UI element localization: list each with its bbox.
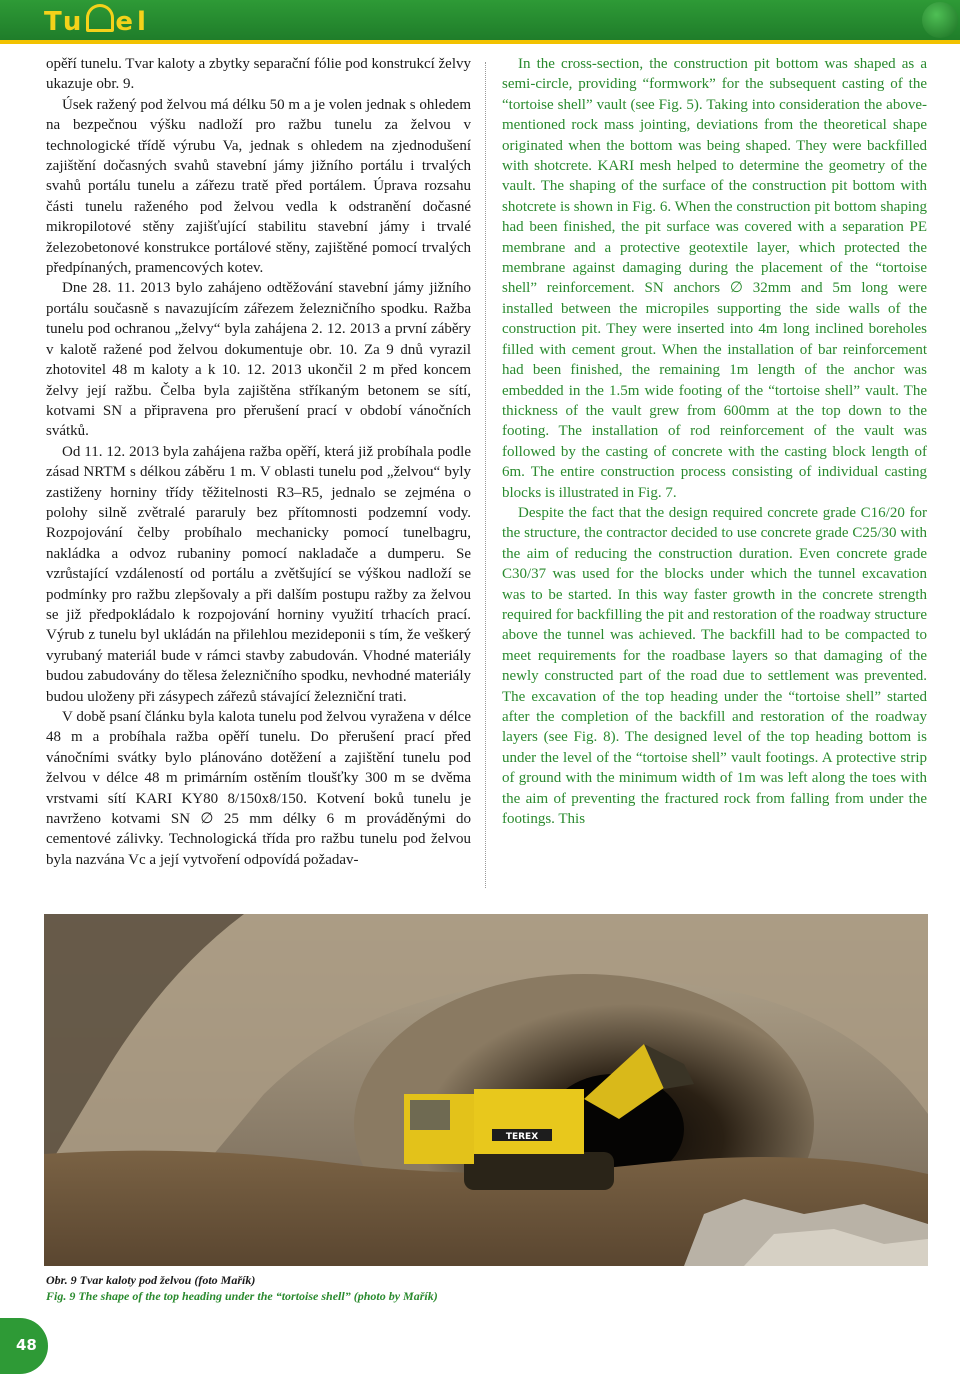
en-paragraph: Despite the fact that the design required concrete grade C16/20 for the structure, the contractor decided to use concrete grade C25/30 with the aim of reducing the construction duration. Even concrete grade C30/37 was used for the blocks under which the tunnel excavation was to be started. In this way faster growth in the concrete strength required for backfilling the pit and restoration of the roadway structure above the tunnel was achieved. The backfill had to be compacted to meet requirements for the roadbase layers so that damaging of the newly constructed part of the road due to settlement was prevented. The excavation of the top heading under the “tortoise shell” started after the completion of the backfill and restoration of the roadway layers (see Fig. 8). The designed level of the top heading bottom is under the level of the “tortoise shell” vault footings. A protective strip of ground with the minimum width of 1m was left along the toes with the aim of preventing the fractured rock from falling from under the footings. This — [502, 504, 927, 828]
cz-paragraph: Úsek ražený pod želvou má délku 50 m a je volen jednak s ohledem na bezpečnou výšku nadloží pro ražbu tunelu za želvou v technologické třídě výrubu Va, jednak s ohledem na zjednodušení zajištění dočasných svahů stavební jámy jižního portálu i trvalých svahů portálu tunelu a zářezu tratě před portálem. Úprava rozsahu části tunelu raženého pod želvou vedla k odstranění dočasné mikropilotové stěny zajišťující stabilitu stavební jámy i trvalé železobetonové konstrukce portálové stěny, zajištěné pomocí trvalých předpínaných, pramencových kotev. — [46, 96, 471, 277]
english-column — [502, 54, 927, 829]
caption-english: Fig. 9 The shape of the top heading under the “tortoise shell” (photo by Mařík) — [46, 1289, 438, 1303]
figure-caption — [46, 1272, 438, 1304]
page-number-tab — [0, 1318, 48, 1374]
cz-paragraph: Od 11. 12. 2013 byla zahájena ražba opěří, která již probíhala podle zásad NRTM s délkou záběru 1 m. V oblasti tunelu pod „želvou“ byly zastiženy horniny třídy těžitelnosti R3–R5, jednalo se zejména o polohy silně zvětralé pararuly bez přítomnosti podzemní vody. Rozpojování čelby probíhalo mechanicky pomocí tunelbagru, nakládka a odvoz rubaniny pomocí nakladače a dumperu. Se vzrůstající vzdáleností od portálu a zvětšující se výškou nadloží se podmínky pro ražbu zlepšovaly a při dalším postupu ražby za želvou se již předpokládalo k rozpojování horniny využití trhacích prací. Výrub z tunelu byl ukládán na přilehlou mezideponii s tím, že veškerý vyrubaný materiál bude v rámci stavby zabudován. Vhodné materiály budou zabudovány do tělesa železničního spodku, nevhodné materiály budou uloženy při zásypech zářezů stávající železniční trati. — [46, 443, 471, 705]
caption-czech: Obr. 9 Tvar kaloty pod želvou (foto Mařík) — [46, 1273, 256, 1287]
column-divider — [485, 62, 486, 888]
en-paragraph: In the cross-section, the construction pit bottom was shaped as a semi-circle, providing “formwork” for the subsequent casting of the “tortoise shell” vault (see Fig. 5). Taking into consideration the above-mentioned rock mass jointing, deviations from the theoretical shape originated when the bottom was being shaped. They were backfilled with shotcrete. KARI mesh helped to determine the geometry of the vault. The shaping of the surface of the construction pit bottom with shotcrete is shown in Fig. 6. When the construction pit bottom shaping had been finished, the pit surface was covered with a separation PE membrane and a protective geotextile layer, which protected the membrane against damaging during the placement of the “tortoise shell” reinforcement. SN anchors ∅ 32mm and 5m long were installed between the micropiles supporting the side walls of the construction pit. They were inserted into 4m long inclined boreholes filled with cement grout. When the installation of bar reinforcement had been finished, the remaining 1m length of the anchor was embedded in the 1.5m wide footing of the “tortoise shell” vault. The thickness of the vault grew from 600mm at the top down to the footing. The installation of rod reinforcement of the vault was followed by the casting of concrete with the casting block length of 6m. The entire construction process consisting of individual casting blocks is illustrated in Fig. 7. — [502, 56, 927, 501]
machine-label: TEREX — [505, 1132, 539, 1142]
logo-mark-icon — [86, 4, 114, 32]
cz-paragraph: opěří tunelu. Tvar kaloty a zbytky separační fólie pod konstrukcí želvy ukazuje obr. 9. — [46, 56, 472, 93]
magazine-logo — [44, 4, 150, 37]
cz-paragraph: Dne 28. 11. 2013 bylo zahájeno odtěžování stavební jámy jižního portálu současně s navazujícím zářezem železničního spodku. Ražba tunelu pod ochranou „želvy“ byla zahájena 2. 12. 2013 a první záběry v kalotě ražené pod želvou dokumentuje obr. 10. Za 9 dnů vyrazil zhotovitel 48 m kaloty a k 10. 12. 2013 ukončil 2 m před koncem želvy její ražbu. Čelba byla zajištěna stříkaným betonem se sítí, kotvami SN a připravena pro přerušení prací v období vánočních svátků. — [46, 280, 471, 440]
tunnel-photo — [44, 914, 928, 1266]
header-circle-icon — [922, 2, 958, 38]
header-rule — [0, 40, 960, 44]
logo-text-a: Tu — [44, 7, 86, 37]
czech-column — [46, 54, 471, 870]
logo-text-b: el — [115, 7, 150, 37]
tunnel-photo-illustration — [44, 914, 928, 1266]
page-number: 48 — [16, 1336, 37, 1354]
cz-paragraph: V době psaní článku byla kalota tunelu pod želvou vyražena v délce 48 m a probíhala ražba opěří tunelu. Do přerušení prací před vánočními svátky bylo plánováno dotěžení a zajištění tunelu pod želvou v délce 48 m primárním ostěním tloušťky 300 m se dvěma vrstvami sítí KARI KY80 8/150x8/150. Kotvení boků tunelu je navrženo kotvami SN ∅ 25 mm délky 6 m prováděnými do cementové zálivky. Technologická třída pro ražbu tunelu pod želvou byla nazvána Vc a její vytvoření odpovídá požadav- — [46, 709, 471, 868]
